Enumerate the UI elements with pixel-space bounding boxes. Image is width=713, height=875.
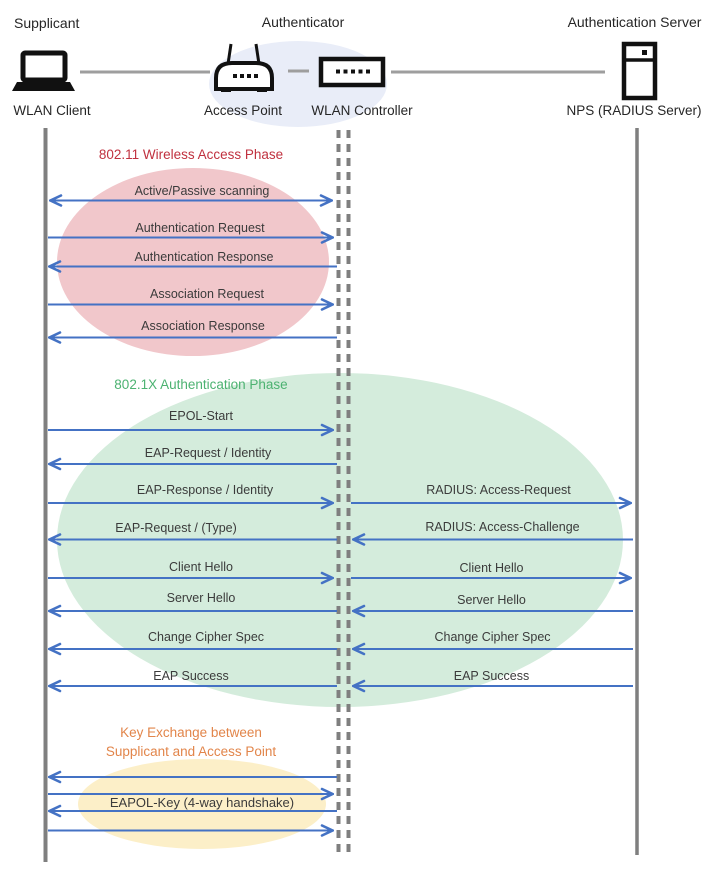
message-authentication-response: Authentication Response [134, 250, 274, 264]
role-authenticator: Authenticator [261, 14, 345, 30]
phase1-title: 802.11 Wireless Access Phase [98, 147, 284, 162]
device-wlan-controller: WLAN Controller [311, 103, 413, 118]
message-client-hello-left: Client Hello [169, 560, 233, 574]
message-eap-success-right: EAP Success [453, 669, 530, 683]
phase3-title-line1: Key Exchange between [120, 725, 262, 740]
device-wlan-client: WLAN Client [13, 103, 91, 118]
laptop-icon [12, 53, 75, 91]
role-authentication-server: Authentication Server [567, 14, 702, 30]
wlan-controller-icon [321, 59, 383, 85]
phase3-title-line2: Supplicant and Access Point [105, 744, 277, 759]
server-icon [622, 44, 657, 98]
message-server-hello-left: Server Hello [166, 591, 236, 605]
message-change-cipher-spec-right: Change Cipher Spec [434, 630, 551, 644]
device-access-point: Access Point [203, 103, 283, 118]
message-active-passive-scanning: Active/Passive scanning [134, 184, 270, 198]
message-server-hello-right: Server Hello [457, 593, 526, 607]
message-epol-start: EPOL-Start [169, 409, 233, 423]
message-radius-access-challenge: RADIUS: Access-Challenge [425, 520, 580, 534]
message-association-response: Association Response [141, 319, 265, 333]
message-eap-success-left: EAP Success [153, 669, 229, 683]
message-eap-request-type: EAP-Request / (Type) [115, 521, 237, 535]
message-authentication-request: Authentication Request [135, 221, 265, 235]
message-association-request: Association Request [150, 287, 264, 301]
message-eap-request-identity: EAP-Request / Identity [144, 446, 272, 460]
phase2-title: 802.1X Authentication Phase [114, 377, 288, 392]
message-change-cipher-spec-left: Change Cipher Spec [147, 630, 265, 644]
role-supplicant: Supplicant [14, 15, 80, 31]
message-eapol-key-handshake: EAPOL-Key (4-way handshake) [109, 795, 295, 810]
message-radius-access-request: RADIUS: Access-Request [426, 483, 571, 497]
device-nps-radius-server: NPS (RADIUS Server) [566, 103, 702, 118]
phase3-title [48, 723, 334, 761]
message-eap-response-identity: EAP-Response / Identity [136, 483, 274, 497]
message-client-hello-right: Client Hello [459, 561, 524, 575]
